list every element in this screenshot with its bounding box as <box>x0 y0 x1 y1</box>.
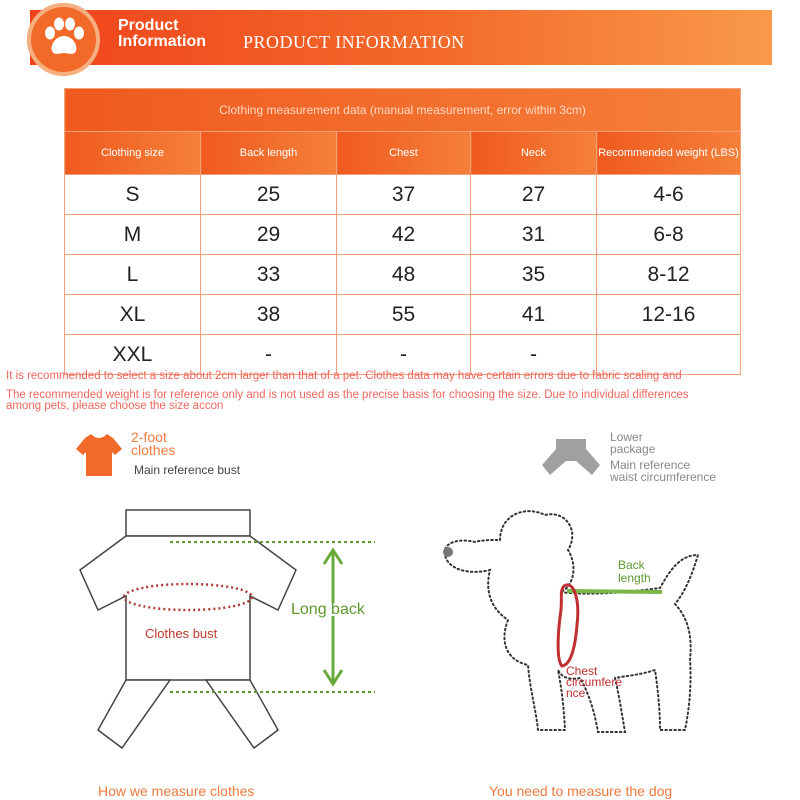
table-row <box>65 335 741 375</box>
dog-nose-icon <box>443 547 453 557</box>
table-header-row <box>65 132 741 175</box>
tshirt-icon <box>74 430 124 480</box>
caption-dog: You need to measure the dog <box>489 783 673 799</box>
value-cell: 4-6 <box>597 175 741 215</box>
value-cell: 27 <box>471 175 597 215</box>
value-cell: 29 <box>201 215 337 255</box>
value-cell: 41 <box>471 295 597 335</box>
clothes-collar <box>126 510 250 536</box>
table-row <box>65 295 741 335</box>
value-cell <box>597 335 741 375</box>
value-cell: - <box>471 335 597 375</box>
value-cell: 42 <box>337 215 471 255</box>
paw-badge <box>27 3 100 76</box>
table-row <box>65 215 741 255</box>
size-cell: S <box>65 175 201 215</box>
clothes-diagram <box>70 500 400 760</box>
value-cell: 31 <box>471 215 597 255</box>
long-back-label: Long back <box>291 601 365 618</box>
size-cell: XXL <box>65 335 201 375</box>
size-cell: L <box>65 255 201 295</box>
clothes-body <box>80 536 296 680</box>
note-line-2: The recommended weight is for reference only and is not used as the precise basis for choosing the size. Due to individual differences <box>6 389 689 401</box>
header-title: Product Information <box>118 17 206 50</box>
value-cell: 33 <box>201 255 337 295</box>
value-cell: 37 <box>337 175 471 215</box>
value-cell: 6-8 <box>597 215 741 255</box>
column-header: Chest <box>337 132 471 175</box>
note-line-3: among pets, please choose the size accon <box>6 400 224 412</box>
size-cell: M <box>65 215 201 255</box>
value-cell: 35 <box>471 255 597 295</box>
clothes-leg-right <box>206 680 278 748</box>
header-subtitle: PRODUCT INFORMATION <box>243 32 465 52</box>
value-cell: - <box>201 335 337 375</box>
size-table <box>64 88 741 375</box>
value-cell: 12-16 <box>597 295 741 335</box>
size-cell: XL <box>65 295 201 335</box>
column-header: Clothing size <box>65 132 201 175</box>
value-cell: 8-12 <box>597 255 741 295</box>
two-foot-title: 2-foot clothes <box>131 429 176 458</box>
pants-icon <box>540 437 602 477</box>
value-cell: 38 <box>201 295 337 335</box>
table-row <box>65 175 741 215</box>
table-caption: Clothing measurement data (manual measurement, error within 3cm) <box>65 89 741 132</box>
column-header: Recommended weight (LBS) <box>597 132 741 175</box>
dog-diagram <box>430 500 730 750</box>
chest-ellipse <box>558 585 578 666</box>
note-line-1: It is recommended to select a size about 2cm larger than that of a pet. Clothes data may have certain errors due to fabric scaling and <box>6 370 682 382</box>
clothes-bust-label: Clothes bust <box>145 626 218 641</box>
value-cell: 48 <box>337 255 471 295</box>
value-cell: 25 <box>201 175 337 215</box>
table-caption-row <box>65 89 741 132</box>
lower-desc: Main reference waist circumference <box>610 458 717 484</box>
clothes-leg-left <box>98 680 170 748</box>
table-row <box>65 255 741 295</box>
back-length-line <box>567 591 662 592</box>
two-foot-desc: Main reference bust <box>134 463 241 477</box>
chest-label: Chest circumfere nce <box>566 664 623 700</box>
paw-icon <box>41 16 87 62</box>
column-header: Neck <box>471 132 597 175</box>
value-cell: 55 <box>337 295 471 335</box>
back-length-label: Back length <box>618 558 651 585</box>
lower-title: Lower package <box>610 430 656 456</box>
value-cell: - <box>337 335 471 375</box>
caption-clothes: How we measure clothes <box>98 783 255 799</box>
column-header: Back length <box>201 132 337 175</box>
